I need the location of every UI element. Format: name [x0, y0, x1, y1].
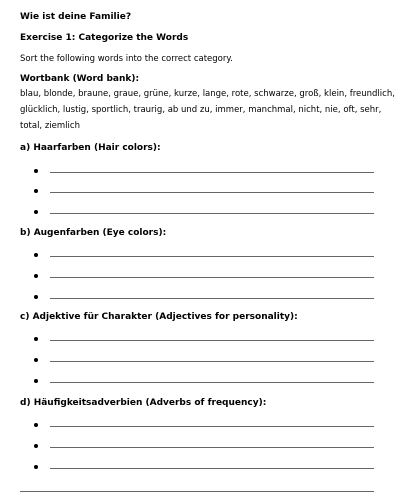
write-line [50, 277, 374, 278]
answer-line[interactable] [34, 208, 374, 220]
answer-line[interactable] [34, 356, 374, 368]
page-divider [20, 491, 374, 492]
answer-line[interactable] [34, 463, 374, 475]
category-b-label: b) Augenfarben (Eye colors): [20, 228, 167, 238]
bullet-icon [34, 274, 38, 278]
write-line [50, 426, 374, 427]
bullet-icon [34, 358, 38, 362]
write-line [50, 382, 374, 383]
answer-line[interactable] [34, 251, 374, 263]
answer-line[interactable] [34, 377, 374, 389]
answer-line[interactable] [34, 272, 374, 284]
answer-line[interactable] [34, 293, 374, 305]
bullet-icon [34, 444, 38, 448]
bullet-icon [34, 253, 38, 257]
category-a-label: a) Haarfarben (Hair colors): [20, 143, 161, 153]
bullet-icon [34, 295, 38, 299]
write-line [50, 192, 374, 193]
category-c-label: c) Adjektive für Charakter (Adjectives for personality): [20, 312, 298, 322]
write-line [50, 340, 374, 341]
answer-line[interactable] [34, 187, 374, 199]
instruction-text: Sort the following words into the correct category. [20, 54, 233, 64]
bullet-icon [34, 210, 38, 214]
answer-line[interactable] [34, 335, 374, 347]
bullet-icon [34, 189, 38, 193]
answer-line[interactable] [34, 442, 374, 454]
write-line [50, 298, 374, 299]
exercise-title: Exercise 1: Categorize the Words [20, 33, 189, 43]
word-bank-label: Wortbank (Word bank): [20, 74, 140, 84]
bullet-icon [34, 423, 38, 427]
word-bank-text: blau, blonde, braune, graue, grüne, kurze, lange, rote, schwarze, groß, klein, freundlich, glücklich, lustig, sportlich, traurig, ab und zu, immer, manchmal, nicht, nie, oft, sehr, total, ziemlich [20, 89, 395, 131]
write-line [50, 213, 374, 214]
write-line [50, 172, 374, 173]
answer-line[interactable] [34, 167, 374, 179]
write-line [50, 361, 374, 362]
bullet-icon [34, 169, 38, 173]
write-line [50, 468, 374, 469]
worksheet-heading: Wie ist deine Familie? [20, 12, 132, 22]
bullet-icon [34, 337, 38, 341]
bullet-icon [34, 465, 38, 469]
write-line [50, 447, 374, 448]
write-line [50, 256, 374, 257]
category-d-label: d) Häufigkeitsadverbien (Adverbs of frequency): [20, 398, 267, 408]
bullet-icon [34, 379, 38, 383]
answer-line[interactable] [34, 421, 374, 433]
